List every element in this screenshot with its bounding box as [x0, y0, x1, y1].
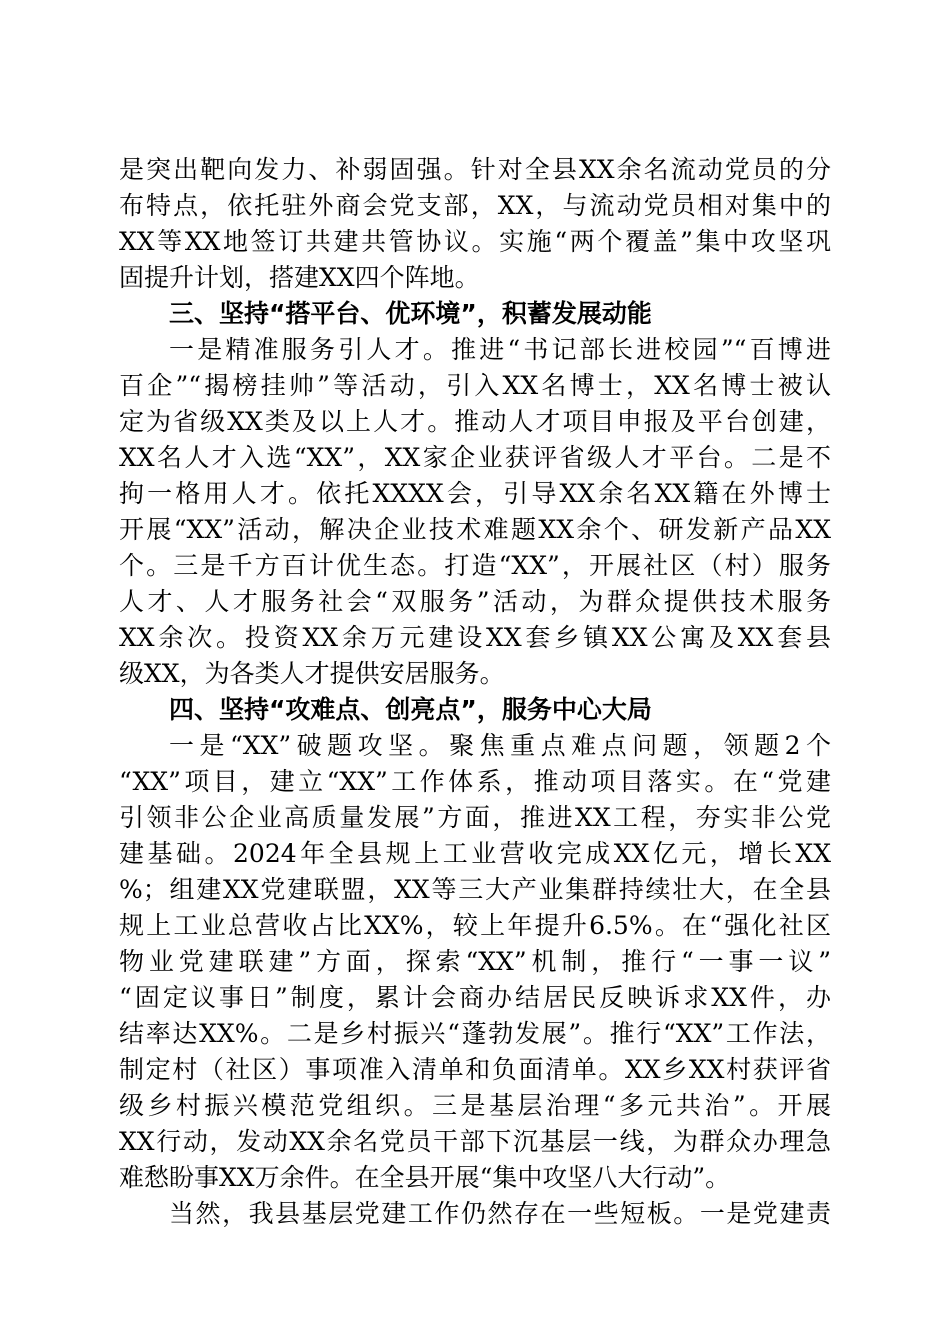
text-line: 人才、人才服务社会“双服务”活动，为群众提供技术服务 — [119, 587, 831, 616]
text-line: XX名人才入选“XX”，XX家企业获评省级人才平台。二是不 — [119, 443, 831, 472]
text-line: 布特点，依托驻外商会党支部，XX，与流动党员相对集中的 — [119, 191, 831, 220]
text-line: 引领非公企业高质量发展”方面，推进XX工程，夯实非公党 — [119, 803, 831, 832]
section-heading-4: 四、坚持“攻难点、创亮点”，服务中心大局 — [169, 695, 652, 724]
text-line: 拘一格用人才。依托XXXX会，引导XX余名XX籍在外博士 — [119, 479, 831, 508]
text-line: 建基础。2024年全县规上工业营收完成XX亿元，增长XX — [119, 839, 831, 868]
text-line: 级乡村振兴模范党组织。三是基层治理“多元共治”。开展 — [119, 1091, 831, 1120]
text-line: 开展“XX”活动，解决企业技术难题XX余个、研发新产品XX — [119, 515, 831, 544]
text-line: 一是精准服务引人才。推进“书记部长进校园”“百博进 — [169, 335, 831, 364]
text-line: 百企”“揭榜挂帅”等活动，引入XX名博士，XX名博士被认 — [119, 371, 831, 400]
text-line: 结率达XX%。二是乡村振兴“蓬勃发展”。推行“XX”工作法， — [119, 1019, 831, 1048]
text-line: XX行动，发动XX余名党员干部下沉基层一线，为群众办理急 — [119, 1127, 831, 1156]
text-line: 个。三是千方百计优生态。打造“XX”，开展社区（村）服务 — [119, 551, 831, 580]
text-line: 固提升计划，搭建XX四个阵地。 — [119, 263, 480, 292]
text-line: 一是“XX”破题攻坚。聚焦重点难点问题，领题2个 — [169, 731, 831, 760]
text-line: 制定村（社区）事项准入清单和负面清单。XX乡XX村获评省 — [119, 1055, 831, 1084]
section-heading-3: 三、坚持“搭平台、优环境”，积蓄发展动能 — [169, 299, 652, 328]
text-line: 是突出靶向发力、补弱固强。针对全县XX余名流动党员的分 — [119, 155, 831, 184]
text-line: 定为省级XX类及以上人才。推动人才项目申报及平台创建， — [119, 407, 831, 436]
text-line: “XX”项目，建立“XX”工作体系，推动项目落实。在“党建 — [119, 767, 831, 796]
text-line: 规上工业总营收占比XX%，较上年提升6.5%。在“强化社区 — [119, 911, 831, 940]
text-line: “固定议事日”制度，累计会商办结居民反映诉求XX件，办 — [119, 983, 831, 1012]
text-line: %；组建XX党建联盟，XX等三大产业集群持续壮大，在全县 — [119, 875, 831, 904]
text-line: 难愁盼事XX万余件。在全县开展“集中攻坚八大行动”。 — [119, 1163, 731, 1192]
text-line: 级XX，为各类人才提供安居服务。 — [119, 659, 505, 688]
text-line: 物业党建联建”方面，探索“XX”机制，推行“一事一议” — [119, 947, 831, 976]
text-line: XX余次。投资XX余万元建设XX套乡镇XX公寓及XX套县 — [119, 623, 831, 652]
text-line: XX等XX地签订共建共管协议。实施“两个覆盖”集中攻坚巩 — [119, 227, 831, 256]
text-line: 当然，我县基层党建工作仍然存在一些短板。一是党建责 — [169, 1199, 831, 1228]
